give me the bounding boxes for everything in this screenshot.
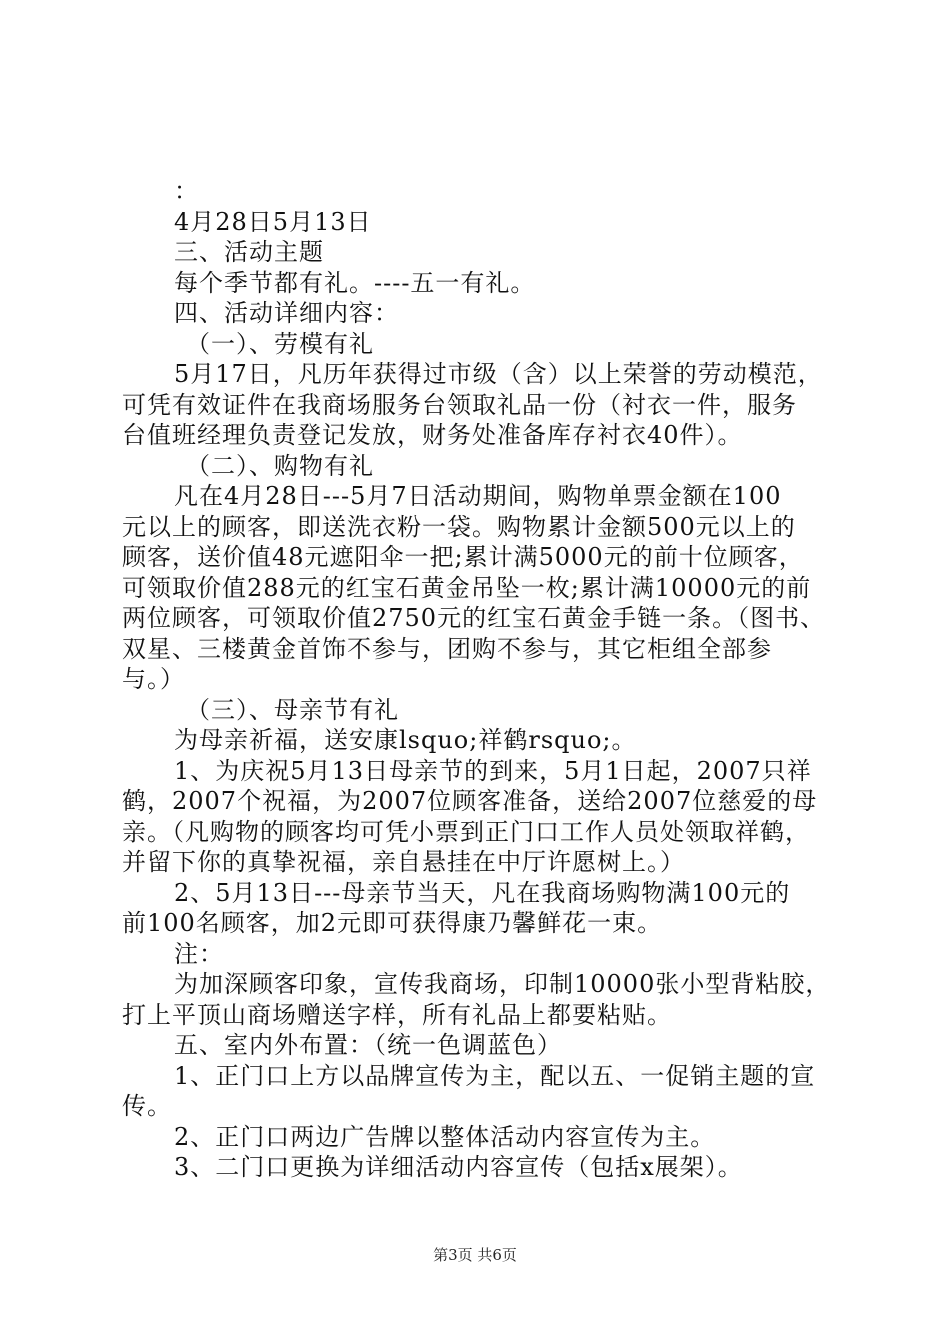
- document-line: 元以上的顾客，即送洗衣粉一袋。购物累计金额500元以上的: [122, 512, 796, 541]
- document-line: 2、正门口两边广告牌以整体活动内容宣传为主。: [174, 1122, 716, 1151]
- document-line: 三、活动主题: [174, 238, 324, 266]
- document-line: 两位顾客，可领取价值2750元的红宝石黄金手链一条。（图书、: [122, 604, 826, 632]
- document-line: 4月28日5月13日: [174, 207, 372, 236]
- document-line: 1、为庆祝5月13日母亲节的到来，5月1日起，2007只祥: [174, 756, 812, 785]
- document-line: 与。）: [122, 665, 185, 693]
- document-line: 顾客，送价值48元遮阳伞一把;累计满5000元的前十位顾客，: [122, 543, 804, 571]
- document-line: 传。: [122, 1092, 172, 1120]
- document-line: （二）、购物有礼: [186, 451, 374, 480]
- document-line: 可领取价值288元的红宝石黄金吊坠一枚;累计满10000元的前: [122, 573, 812, 602]
- document-line: 5月17日，凡历年获得过市级（含）以上荣誉的劳动模范，: [174, 360, 823, 388]
- document-line: （三）、母亲节有礼: [186, 695, 399, 724]
- document-body: [122, 176, 836, 1183]
- document-line: （一）、劳模有礼: [186, 329, 374, 358]
- document-line: 台值班经理负责登记发放，财务处准备库存衬衣40件）。: [122, 421, 743, 449]
- document-line: 注：: [174, 939, 224, 968]
- document-line: 每个季节都有礼。----五一有礼。: [174, 268, 536, 297]
- document-line: 可凭有效证件在我商场服务台领取礼品一份（衬衣一件，服务: [122, 390, 797, 419]
- document-line: 1、正门口上方以品牌宣传为主，配以五、一促销主题的宣: [174, 1061, 816, 1090]
- document-line: 凡在4月28日---5月7日活动期间，购物单票金额在100: [174, 482, 782, 510]
- document-line: 并留下你的真挚祝福，亲自悬挂在中厅许愿树上。）: [122, 848, 685, 876]
- document-line: 3、二门口更换为详细活动内容宣传（包括x展架）。: [174, 1153, 743, 1181]
- document-line: 鹤，2007个祝福，为2007位顾客准备，送给2007位慈爱的母: [122, 787, 818, 815]
- document-line: 打上平顶山商场赠送字样，所有礼品上都要粘贴。: [122, 1000, 672, 1029]
- document-line: 为加深顾客印象，宣传我商场，印制10000张小型背粘胶，: [174, 970, 831, 998]
- document-line: 五、室内外布置：（统一色调蓝色）: [174, 1031, 562, 1059]
- document-line: 四、活动详细内容：: [174, 299, 399, 327]
- document-line: 亲。（凡购物的顾客均可凭小票到正门口工作人员处领取祥鹤，: [122, 817, 810, 846]
- document-line: ：: [174, 177, 199, 205]
- document-line: 为母亲祈福，送安康lsquo;祥鹤rsquo;。: [174, 726, 637, 754]
- document-line: 2、5月13日---母亲节当天，凡在我商场购物满100元的: [174, 878, 791, 907]
- document-line: 双星、三楼黄金首饰不参与，团购不参与，其它柜组全部参: [122, 634, 772, 663]
- page-footer: 第3页 共6页: [433, 1246, 517, 1264]
- document-line: 前100名顾客，加2元即可获得康乃馨鲜花一束。: [122, 909, 663, 937]
